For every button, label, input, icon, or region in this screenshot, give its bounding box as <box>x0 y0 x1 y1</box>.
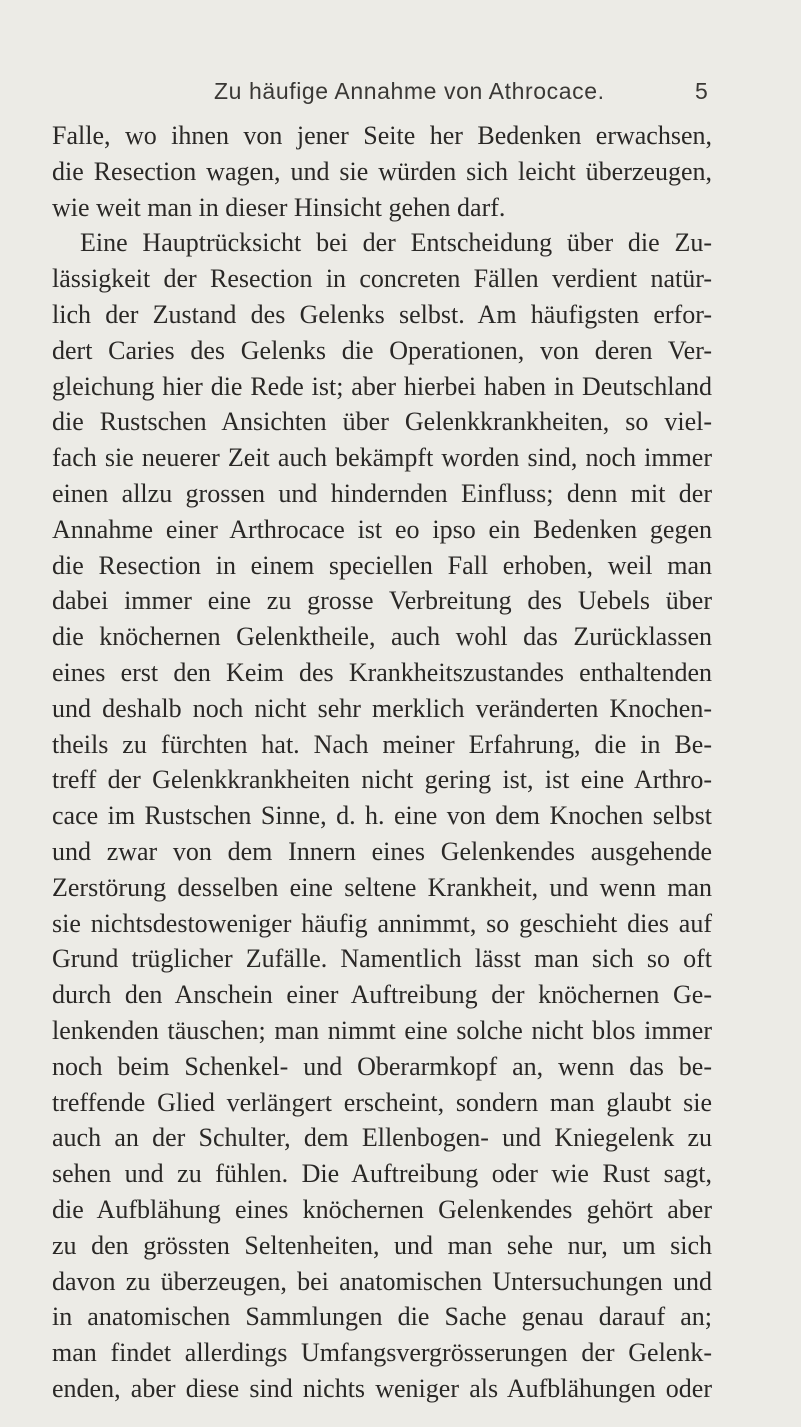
text-line: Annahme einer Arthrocace ist eo ipso ein Bedenken gegen <box>52 514 712 544</box>
text-line: die Resection in einem speciellen Fall erhoben, weil man <box>52 550 712 580</box>
text-line: die Resection wagen, und sie würden sich leicht überzeugen, <box>52 156 712 186</box>
text-line: fach sie neuerer Zeit auch bekämpft worden sind, noch immer <box>52 443 712 473</box>
text-line: noch beim Schenkel- und Oberarmkopf an, wenn das be- <box>52 1051 712 1081</box>
text-line: und deshalb noch nicht sehr merklich veränderten Knochen- <box>52 693 712 723</box>
text-line: die knöchernen Gelenktheile, auch wohl das Zurücklassen <box>52 622 712 652</box>
text-line: sehen und zu fühlen. Die Auftreibung oder wie Rust sagt, <box>52 1159 712 1189</box>
text-line: lich der Zustand des Gelenks selbst. Am häufigsten erfor- <box>52 299 712 329</box>
text-line: cace im Rustschen Sinne, d. h. eine von dem Knochen selbst <box>52 801 712 831</box>
page-number: 5 <box>695 78 708 104</box>
text-line: treffende Glied verlängert erscheint, sondern man glaubt sie <box>52 1087 712 1117</box>
text-line: die Aufblähung eines knöchernen Gelenkendes gehört aber <box>52 1194 712 1224</box>
body-text <box>52 118 712 1407</box>
text-line: wie weit man in dieser Hinsicht gehen darf. <box>52 192 506 222</box>
running-title: Zu häufige Annahme von Athrocace. <box>214 78 605 104</box>
running-head <box>0 78 801 108</box>
text-line: treff der Gelenkkrankheiten nicht gering ist, ist eine Arthro- <box>52 765 712 795</box>
text-line: einen allzu grossen und hindernden Einfluss; denn mit der <box>52 478 712 508</box>
text-line: durch den Anschein einer Auftreibung der knöchernen Ge- <box>52 980 712 1010</box>
text-line: eines erst den Keim des Krankheitszustandes enthaltenden <box>52 657 712 687</box>
text-line: Grund trüglicher Zufälle. Namentlich lässt man sich so oft <box>52 944 712 974</box>
text-line: theils zu fürchten hat. Nach meiner Erfahrung, die in Be- <box>52 729 712 759</box>
text-line: lässigkeit der Resection in concreten Fällen verdient natür- <box>52 264 712 294</box>
text-line: und zwar von dem Innern eines Gelenkendes ausgehende <box>52 836 712 866</box>
text-line: sie nichtsdestoweniger häufig annimmt, so geschieht dies auf <box>52 908 712 938</box>
text-line: dert Caries des Gelenks die Operationen, von deren Ver- <box>52 335 712 365</box>
text-line: davon zu überzeugen, bei anatomischen Untersuchungen und <box>52 1266 712 1296</box>
text-line: lenkenden täuschen; man nimmt eine solche nicht blos immer <box>52 1015 712 1045</box>
text-line: man findet allerdings Umfangsvergrösserungen der Gelenk- <box>52 1338 712 1368</box>
text-line: gleichung hier die Rede ist; aber hierbei haben in Deutschland <box>52 371 712 401</box>
text-line: Zerstörung desselben eine seltene Krankheit, und wenn man <box>52 872 712 902</box>
text-line: die Rustschen Ansichten über Gelenkkrankheiten, so viel- <box>52 407 712 437</box>
text-line: Eine Hauptrücksicht bei der Entscheidung über die Zu- <box>80 228 712 258</box>
text-line: Falle, wo ihnen von jener Seite her Bedenken erwachsen, <box>52 121 712 150</box>
text-line: zu den grössten Seltenheiten, und man sehe nur, um sich <box>52 1230 712 1260</box>
text-line: in anatomischen Sammlungen die Sache genau darauf an; <box>52 1302 712 1332</box>
text-line: dabei immer eine zu grosse Verbreitung des Uebels über <box>52 586 712 616</box>
text-line: auch an der Schulter, dem Ellenbogen- und Kniegelenk zu <box>52 1123 712 1153</box>
text-line: enden, aber diese sind nichts weniger als Aufblähungen oder <box>52 1373 712 1403</box>
